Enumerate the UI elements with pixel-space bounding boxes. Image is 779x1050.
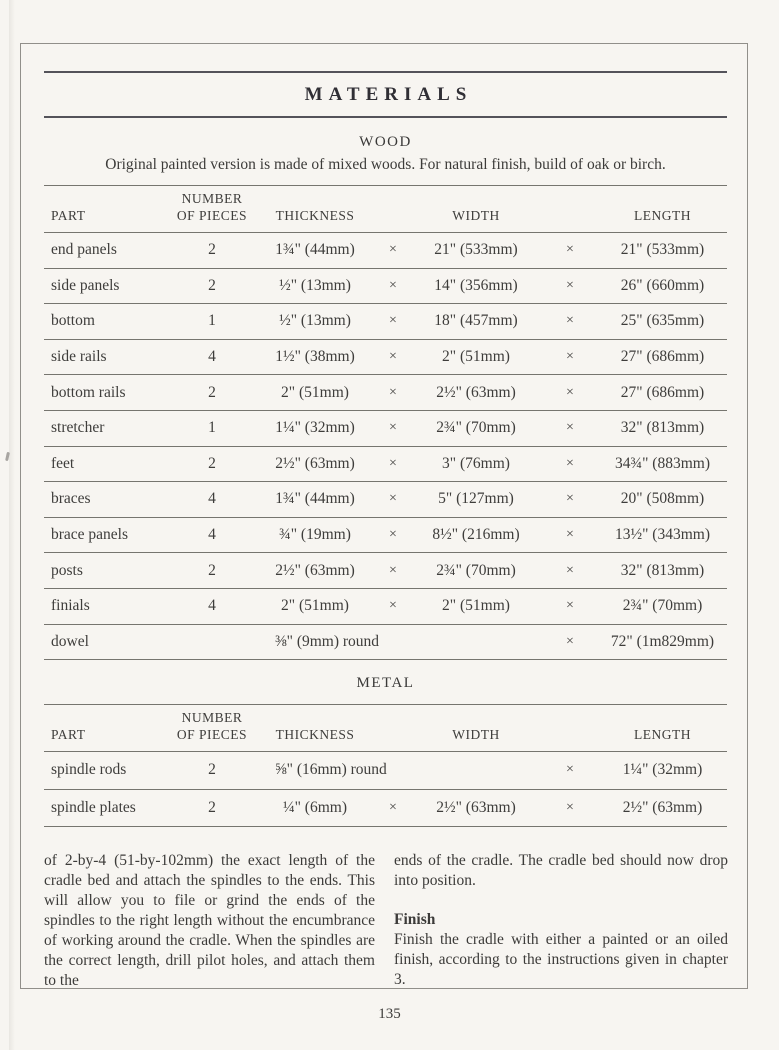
finish-heading: Finish [394, 911, 436, 928]
cell-pieces: 2 [208, 241, 216, 259]
multiply-sign: × [389, 277, 397, 293]
cell-pieces: 4 [208, 348, 216, 366]
cell-part: feet [51, 454, 75, 472]
cell-width: 2¾" (70mm) [436, 561, 516, 579]
cell-width: 3" (76mm) [442, 454, 510, 472]
column-header-part: PART [51, 208, 86, 224]
multiply-sign: × [566, 455, 574, 471]
multiply-sign: × [389, 598, 397, 614]
cell-length: 27" (686mm) [620, 348, 705, 366]
title-rule-bottom [44, 116, 727, 118]
cell-width: 5" (127mm) [438, 490, 514, 508]
multiply-sign: × [566, 598, 574, 614]
multiply-sign: × [566, 242, 574, 258]
multiply-sign: × [566, 527, 574, 543]
column-header-length: LENGTH [634, 208, 691, 224]
cell-thickness: ¼" (6mm) [282, 798, 347, 816]
multiply-sign: × [389, 384, 397, 400]
column-header-pieces [170, 186, 254, 232]
cell-part: bottom [51, 312, 95, 330]
cell-pieces: 2 [208, 454, 216, 472]
cell-length: 34¾" (883mm) [614, 454, 710, 472]
cell-thickness: 1¾" (44mm) [275, 490, 355, 508]
cell-part: finials [51, 597, 90, 615]
wood-table-header-row [44, 186, 727, 233]
cell-pieces: 4 [208, 490, 216, 508]
cell-pieces [170, 625, 254, 660]
multiply-sign: × [389, 562, 397, 578]
multiply-sign: × [566, 349, 574, 365]
column-header-width: WIDTH [452, 208, 500, 224]
metal-table-header-row [44, 705, 727, 752]
cell-thickness: 1½" (38mm) [275, 348, 355, 366]
finish-paragraph: Finish the cradle with either a painted or an oiled finish, according to the instructions given in chapter 3. [394, 931, 728, 988]
column-header-thickness: THICKNESS [275, 727, 355, 743]
cell-width: 8½" (216mm) [432, 526, 520, 544]
cell-thickness: ⅝" (16mm) round [275, 761, 387, 779]
multiply-sign: × [566, 313, 574, 329]
cell-length: 32" (813mm) [620, 419, 705, 437]
column-header-pieces-line1: NUMBER [181, 191, 243, 207]
table-row [44, 447, 727, 483]
body-text-right-column [394, 851, 728, 990]
cell-width: 14" (356mm) [434, 276, 518, 294]
cell-thickness: 1¼" (32mm) [275, 419, 355, 437]
column-header-width: WIDTH [452, 727, 500, 743]
metal-materials-table [44, 704, 727, 827]
multiply-sign: × [389, 799, 397, 815]
cell-width: 2½" (63mm) [436, 798, 516, 816]
metal-section-heading: METAL [356, 675, 415, 691]
cell-part: spindle rods [51, 761, 127, 779]
cell-length: 72" (1m829mm) [610, 632, 715, 650]
cell-part: dowel [51, 632, 89, 650]
cell-width: 21" (533mm) [434, 241, 518, 259]
column-header-thickness: THICKNESS [275, 208, 355, 224]
multiply-sign: × [566, 384, 574, 400]
table-row [44, 411, 727, 447]
table-row [44, 233, 727, 269]
multiply-sign: × [566, 491, 574, 507]
cell-width: 2" (51mm) [442, 348, 510, 366]
multiply-sign: × [389, 420, 397, 436]
cell-width: 2" (51mm) [442, 597, 510, 615]
table-row [44, 518, 727, 554]
table-row [44, 375, 727, 411]
cell-part: stretcher [51, 419, 105, 437]
table-row [44, 589, 727, 625]
column-header-length: LENGTH [634, 727, 691, 743]
cell-pieces: 1 [208, 419, 216, 437]
column-header-pieces [170, 705, 254, 751]
cell-length: 2¾" (70mm) [622, 597, 703, 615]
body-text-left-column: of 2-by-4 (51-by-102mm) the exact length of the cradle bed and attach the spindles to the ends. This will allow you to file or grind the ends of the spindles to the right length without the encumbrance of working around the cradle. When the spindles are the correct length, drill pilot holes, and attach them to the [44, 852, 375, 989]
multiply-sign: × [566, 633, 574, 649]
wood-section-heading: WOOD [359, 134, 412, 150]
cell-width: 18" (457mm) [434, 312, 518, 330]
title-rule-top [44, 71, 727, 73]
table-row [44, 790, 727, 828]
cell-part: braces [51, 490, 91, 508]
cell-pieces: 2 [208, 761, 216, 779]
multiply-sign: × [389, 349, 397, 365]
multiply-sign: × [566, 420, 574, 436]
cell-pieces: 4 [208, 526, 216, 544]
cell-part: side panels [51, 276, 120, 294]
column-header-spacer-1 [376, 186, 410, 232]
cell-thickness: 2" (51mm) [281, 383, 349, 401]
cell-length: 2½" (63mm) [622, 798, 703, 816]
wood-table-body [44, 233, 727, 660]
table-row [44, 304, 727, 340]
cell-part: spindle plates [51, 798, 136, 816]
multiply-sign: × [566, 762, 574, 778]
column-header-part: PART [51, 727, 86, 743]
table-row [44, 340, 727, 376]
table-row [44, 625, 727, 661]
cell-pieces: 2 [208, 798, 216, 816]
column-header-pieces-line2: OF PIECES [176, 727, 248, 743]
cell-length: 20" (508mm) [620, 490, 705, 508]
cell-thickness: 2½" (63mm) [275, 454, 355, 472]
column-header-pieces-line2: OF PIECES [176, 208, 248, 224]
cell-length: 32" (813mm) [620, 561, 705, 579]
page-title: MATERIALS [304, 84, 473, 105]
cell-thickness: ⅜" (9mm) round [275, 632, 380, 650]
table-row [44, 752, 727, 790]
cell-length: 27" (686mm) [620, 383, 705, 401]
column-header-spacer-2 [542, 186, 598, 232]
cell-pieces: 2 [208, 561, 216, 579]
metal-table-body [44, 752, 727, 827]
column-header-spacer-1 [376, 705, 410, 751]
multiply-sign: × [389, 491, 397, 507]
cell-pieces: 1 [208, 312, 216, 330]
cell-length: 1¼" (32mm) [622, 761, 703, 779]
wood-materials-table [44, 185, 727, 660]
page-number: 135 [378, 1006, 401, 1022]
cell-pieces: 2 [208, 276, 216, 294]
column-header-pieces-line1: NUMBER [181, 710, 243, 726]
multiply-sign: × [389, 242, 397, 258]
multiply-sign: × [566, 799, 574, 815]
cell-length: 21" (533mm) [620, 241, 705, 259]
cell-thickness: 2" (51mm) [281, 597, 349, 615]
multiply-sign: × [389, 455, 397, 471]
cell-thickness: ½" (13mm) [279, 312, 351, 330]
table-row [44, 482, 727, 518]
table-row [44, 269, 727, 305]
cell-part: brace panels [51, 526, 129, 544]
wood-section-subtitle: Original painted version is made of mixed woods. For natural finish, build of oak or birch. [105, 156, 666, 173]
multiply-sign: × [389, 527, 397, 543]
cell-part: posts [51, 561, 83, 579]
cell-thickness: 2½" (63mm) [275, 561, 355, 579]
cell-thickness: 1¾" (44mm) [275, 241, 355, 259]
cell-length: 26" (660mm) [620, 276, 705, 294]
body-paragraph: ends of the cradle. The cradle bed should now drop into position. [394, 852, 728, 889]
cell-length: 13½" (343mm) [614, 526, 710, 544]
multiply-sign: × [566, 562, 574, 578]
cell-length: 25" (635mm) [620, 312, 705, 330]
multiply-sign: × [566, 277, 574, 293]
multiply-sign: × [389, 313, 397, 329]
cell-pieces: 4 [208, 597, 216, 615]
cell-width: 2½" (63mm) [436, 383, 516, 401]
page-edge-shadow [9, 0, 15, 1050]
column-header-spacer-2 [542, 705, 598, 751]
cell-thickness: ¾" (19mm) [279, 526, 351, 544]
cell-part: bottom rails [51, 383, 126, 401]
cell-thickness: ½" (13mm) [279, 276, 351, 294]
cell-part: side rails [51, 348, 107, 366]
cell-pieces: 2 [208, 383, 216, 401]
cell-width: 2¾" (70mm) [436, 419, 516, 437]
table-row [44, 553, 727, 589]
cell-part: end panels [51, 241, 117, 259]
